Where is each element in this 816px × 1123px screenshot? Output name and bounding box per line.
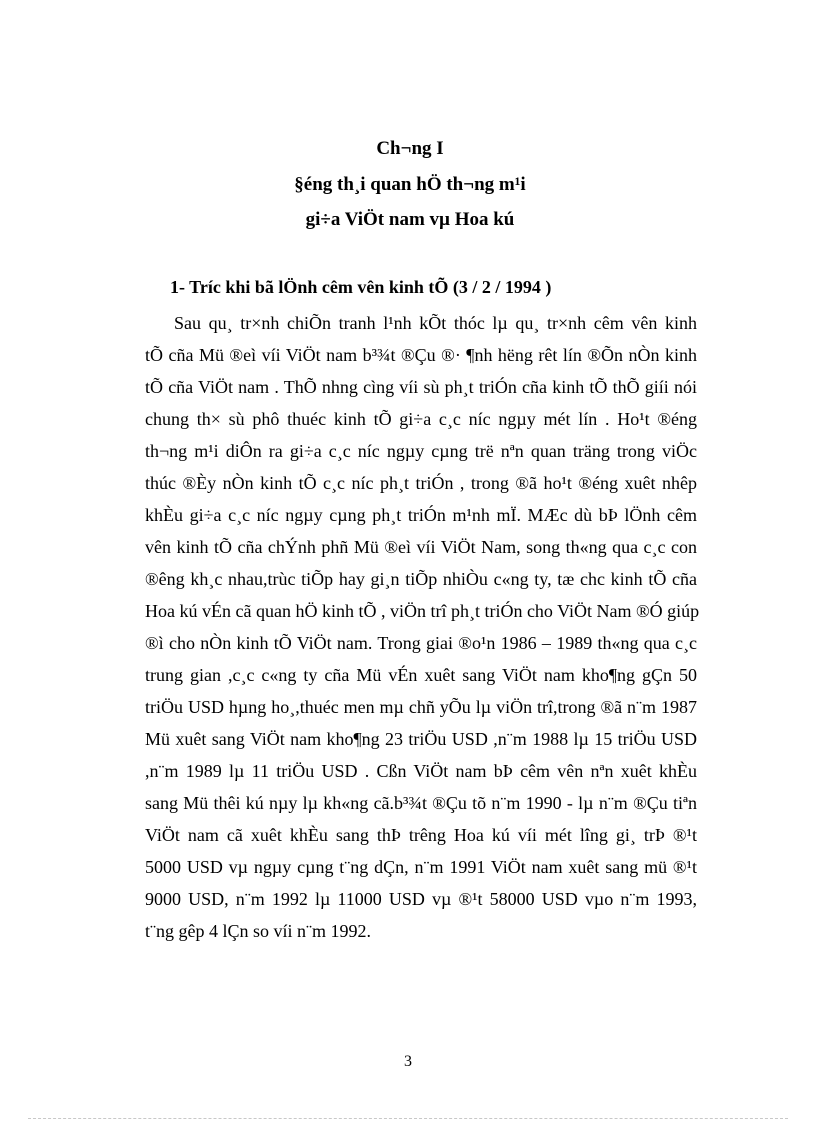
page-bottom-rule — [28, 1118, 788, 1119]
paragraph-line: Mü xuêt sang ViÖt nam kho¶ng 23 triÖu USD ,n¨m 1988 lµ 15 triÖu USD — [145, 729, 697, 749]
paragraph-line: ®êng kh¸c nhau,trùc tiÕp hay gi¸n tiÕp nhiÒu c«ng ty, tæ chc kinh tÕ cña — [145, 569, 697, 589]
paragraph-line: triÖu USD hµng ho¸,thuéc men mµ chñ yÕu lµ viÖn trî,trong ®ã n¨m 1987 — [145, 697, 697, 717]
body-paragraph — [145, 307, 700, 947]
chapter-title-line-1: §éng th¸i quan hÖ th¬ng m¹i — [294, 174, 526, 195]
section-heading: 1- Tríc khi bã lÖnh cêm vên kinh tÕ (3 / 2 / 1994 ) — [170, 277, 552, 297]
paragraph-line: Sau qu¸ tr×nh chiÕn tranh l¹nh kÕt thóc lµ qu¸ tr×nh cêm vên kinh — [174, 313, 697, 333]
paragraph-line: th¬ng m¹i diÔn ra gi÷a c¸c níc ngµy cµng trë nªn quan träng trong viÖc — [145, 441, 697, 461]
paragraph-line: trung gian ,c¸c c«ng ty cña Mü vÉn xuêt sang ViÖt nam kho¶ng gÇn 50 — [145, 665, 697, 685]
paragraph-line: 5000 USD vµ ngµy cµng t¨ng dÇn, n¨m 1991 ViÖt nam xuêt sang mü ®¹t — [145, 857, 697, 877]
chapter-label: Ch¬ng I — [376, 138, 444, 159]
paragraph-line: ®ì cho nÒn kinh tÕ ViÖt nam. Trong giai ®o¹n 1986 – 1989 th«ng qua c¸c — [145, 633, 697, 653]
paragraph-line: chung th× sù phô thuéc kinh tÕ gi÷a c¸c níc ngµy mét lín . Ho¹t ®éng — [145, 409, 697, 429]
paragraph-line: Hoa kú vÉn cã quan hÖ kinh tÕ , viÖn trî ph¸t triÓn cho ViÖt Nam ®Ó giúp — [145, 601, 700, 621]
paragraph-line: khÈu gi÷a c¸c níc ngµy cµng ph¸t triÓn m¹nh mÏ. MÆc dù bÞ lÖnh cêm — [145, 505, 697, 525]
paragraph-line: sang Mü thêi kú nµy lµ kh«ng cã.b³¾t ®Çu tõ n¨m 1990 - lµ n¨m ®Çu tiªn — [145, 793, 697, 813]
paragraph-line: tÕ cña Mü ®eì víi ViÖt nam b³¾t ®Çu ®· ¶nh hëng rêt lín ®Õn nÒn kinh — [145, 345, 697, 365]
paragraph-line: ViÖt nam cã xuêt khÈu sang thÞ trêng Hoa kú víi mét lîng gi¸ trÞ ®¹t — [145, 825, 697, 845]
paragraph-line: thúc ®Èy nÒn kinh tÕ c¸c níc ph¸t triÓn , trong ®ã ho¹t ®éng xuêt nhêp — [145, 473, 697, 493]
page-number: 3 — [404, 1053, 412, 1070]
paragraph-line: 9000 USD, n¨m 1992 lµ 11000 USD vµ ®¹t 58000 USD vµo n¨m 1993, — [145, 889, 697, 909]
paragraph-line: t¨ng gêp 4 lÇn so víi n¨m 1992. — [145, 921, 371, 941]
chapter-title-line-2: gi÷a ViÖt nam vµ Hoa kú — [305, 209, 515, 230]
paragraph-line: ,n¨m 1989 lµ 11 triÖu USD . Cßn ViÖt nam bÞ cêm vên nªn xuêt khÈu — [145, 761, 697, 781]
paragraph-line: tÕ cña ViÖt nam . ThÕ nhng cìng víi sù ph¸t triÓn cña kinh tÕ thÕ giíi nói — [145, 377, 697, 397]
paragraph-line: vên kinh tÕ cña chÝnh phñ Mü ®eì víi ViÖt Nam, song th«ng qua c¸c con — [145, 537, 697, 557]
